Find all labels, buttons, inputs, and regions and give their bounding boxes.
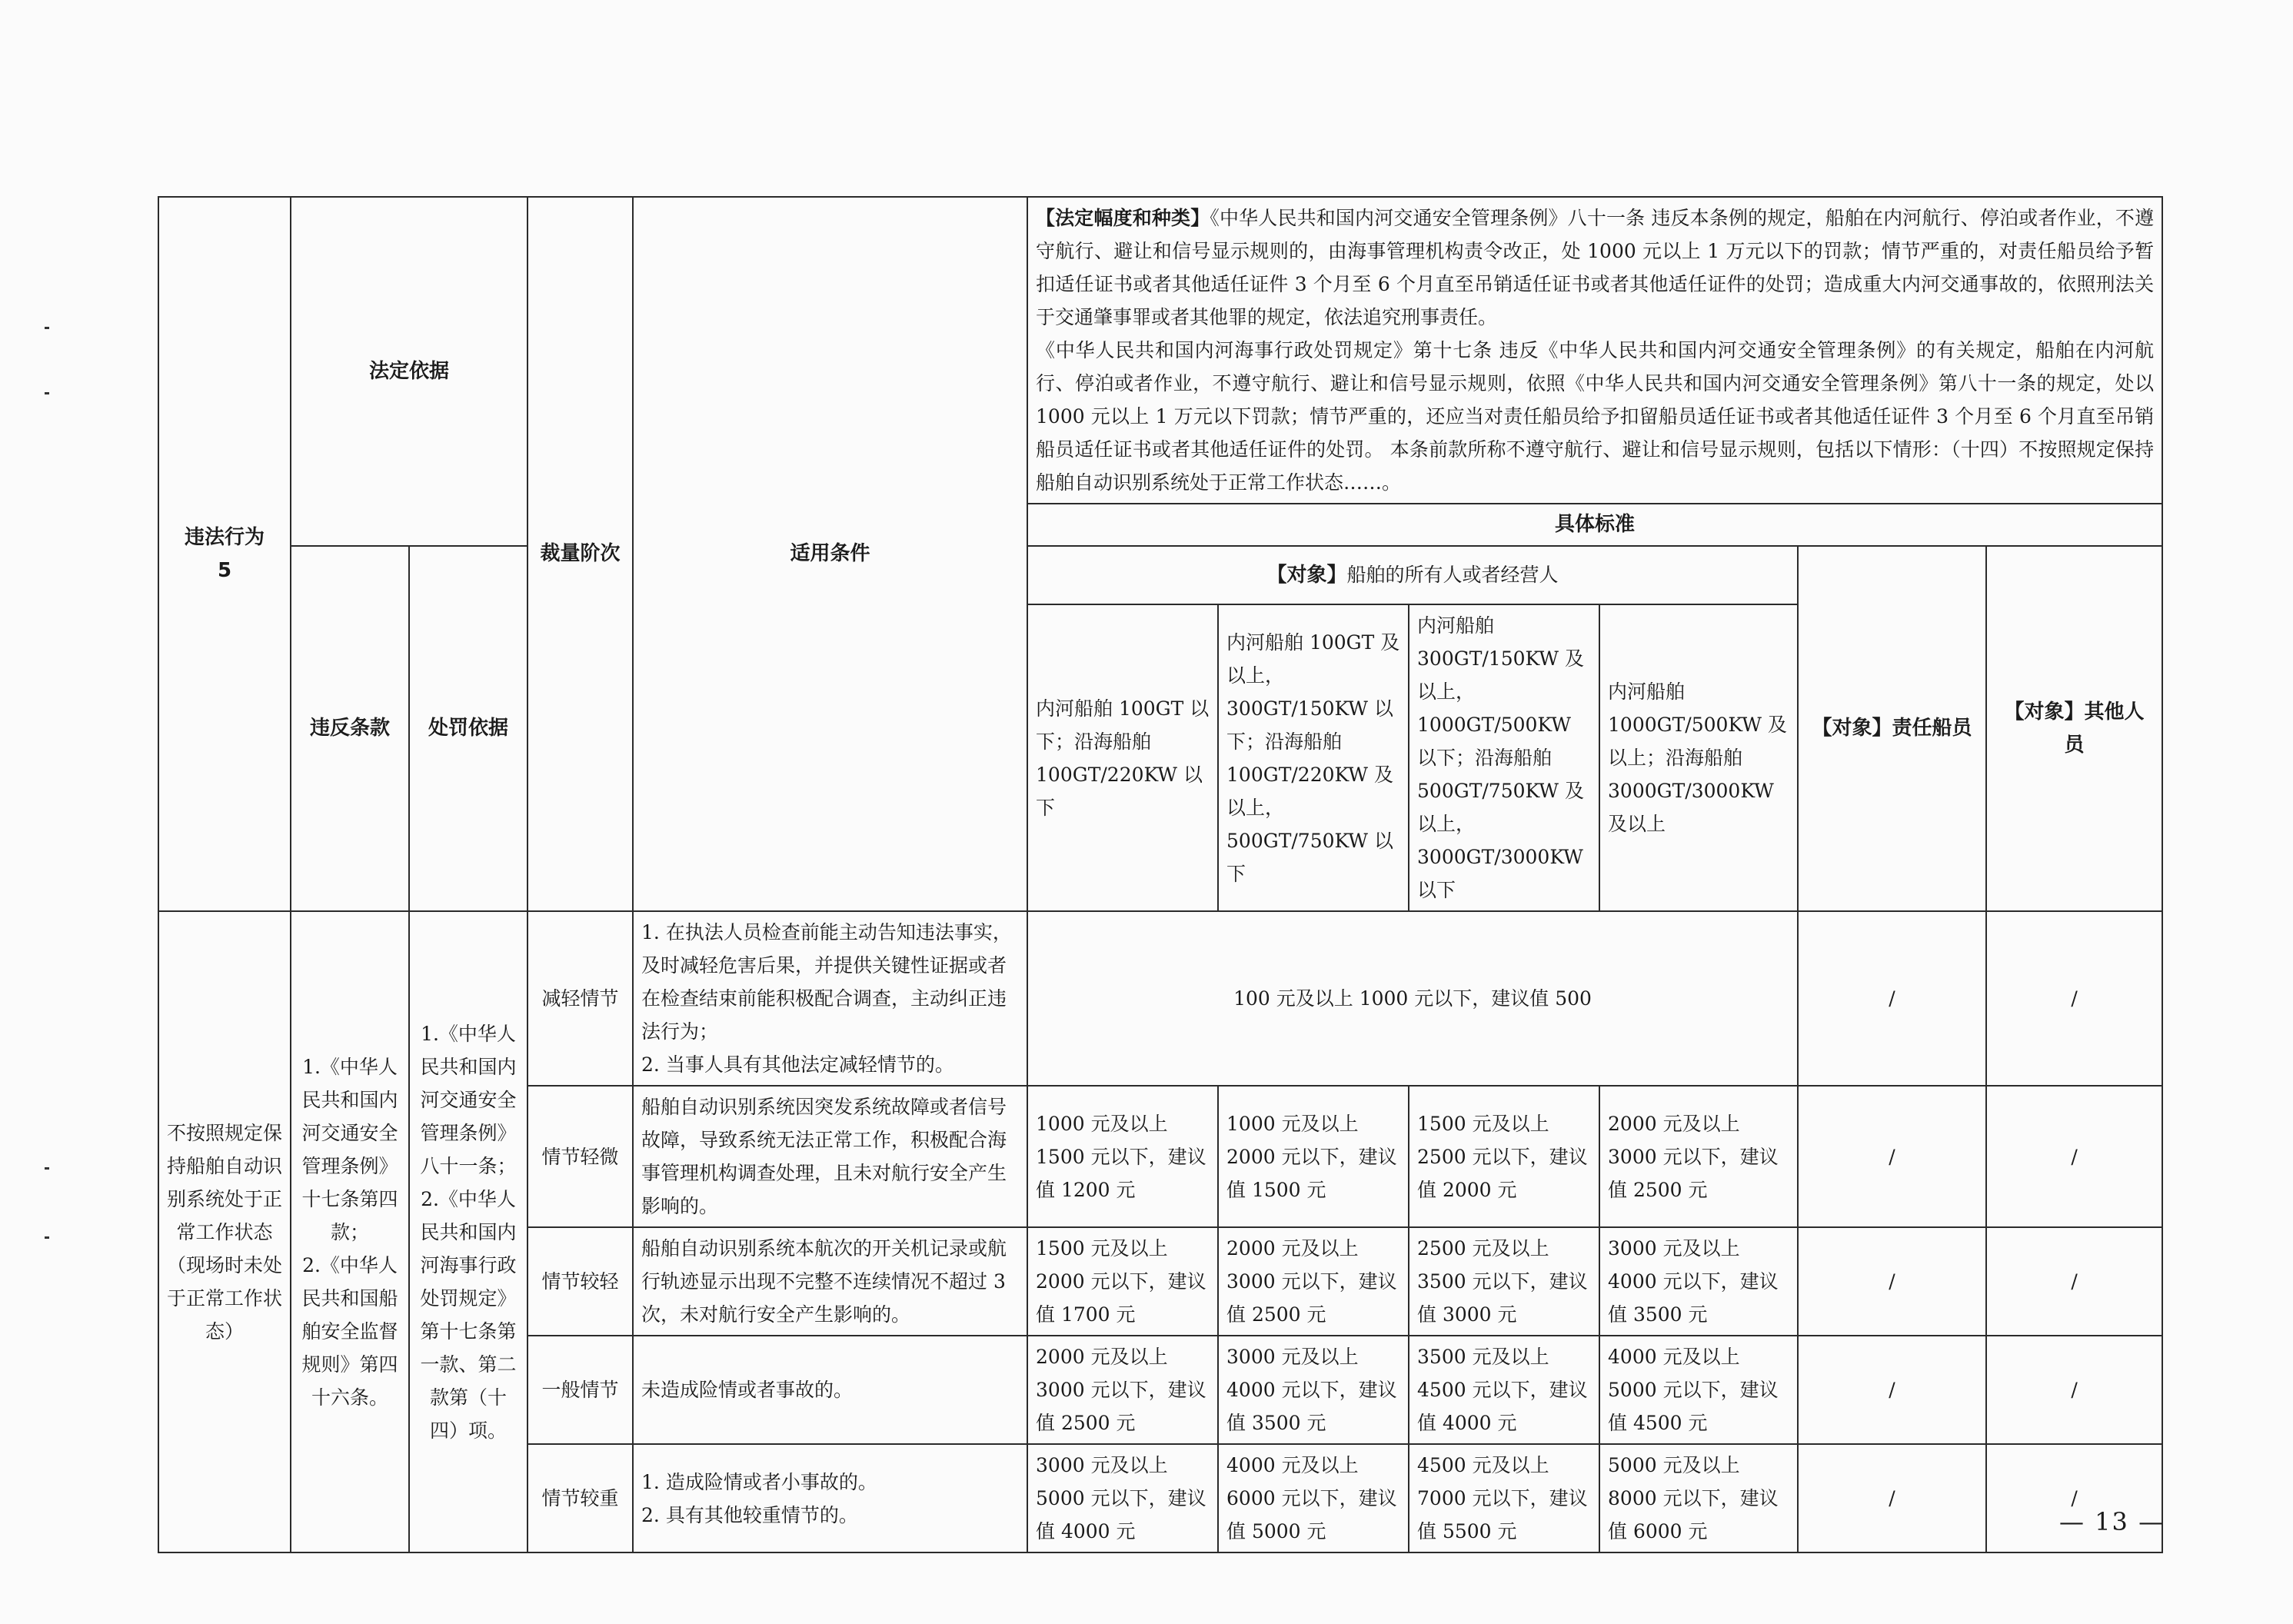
legal-paragraph-1-body: 《中华人民共和国内河交通安全管理条例》八十一条 违反本条例的规定，船舶在内河航行、停泊或者作业，不遵守航行、避让和信号显示规则的，由海事管理机构责令改正，处 1000 元以上 1 万元以下的罚款；情节严重的，对责任船员给予暂扣适任证书或者其他适任证件 3 个月至 6 个月直至吊销适任证书或者其他适任证件的处罚；造成重大内河交通事故的，依照刑法关于交通肇事罪或者其他罪的规定，依法追究刑事责任。 xyxy=(1036,207,2155,328)
row-others: / xyxy=(1986,1444,2162,1552)
row-tier-3: 3500 元及以上 4500 元以下，建议值 4000 元 xyxy=(1409,1336,1599,1444)
header-object-crew: 【对象】责任船员 xyxy=(1798,546,1986,911)
row-crew: / xyxy=(1798,911,1986,1086)
legal-paragraph-1 xyxy=(1036,201,2154,334)
row-tier-2: 2000 元及以上 3000 元以下，建议值 2500 元 xyxy=(1218,1227,1409,1336)
row-level: 减轻情节 xyxy=(527,911,633,1086)
row-condition: 船舶自动识别系统因突发系统故障或者信号故障，导致系统无法正常工作，积极配合海事管理机构调查处理，且未对航行安全产生影响的。 xyxy=(633,1086,1027,1227)
header-object-owner-rest: 船舶的所有人或者经营人 xyxy=(1346,564,1559,586)
row-merged-standard: 100 元及以上 1000 元以下，建议值 500 xyxy=(1027,911,1798,1086)
row-level: 情节较重 xyxy=(527,1444,633,1552)
row-crew: / xyxy=(1798,1227,1986,1336)
violation-description: 不按照规定保持船舶自动识别系统处于正常工作状态（现场时未处于正常工作状态） xyxy=(158,911,291,1552)
header-penalty-basis: 处罚依据 xyxy=(409,546,527,911)
row-level: 情节较轻 xyxy=(527,1227,633,1336)
legal-tag: 【法定幅度和种类】 xyxy=(1036,207,1210,229)
row-condition: 船舶自动识别系统本航次的开关机记录或航行轨迹显示出现不完整不连续情况不超过 3 次，未对航行安全产生影响的。 xyxy=(633,1227,1027,1336)
row-tier-4: 2000 元及以上 3000 元以下，建议值 2500 元 xyxy=(1599,1086,1798,1227)
legal-paragraph-2: 《中华人民共和国内河海事行政处罚规定》第十七条 违反《中华人民共和国内河交通安全管理条例》的有关规定，船舶在内河航行、停泊或者作业，不遵守航行、避让和信号显示规则，依照《中华人民共和国内河交通安全管理条例》第八十一条的规定，处以 1000 元以上 1 万元以下罚款；情节严重的，还应当对责任船员给予扣留船员适任证书或者其他适任证件 3 个月至 6 个月直至吊销船员适任证书或者其他适任证件的处罚。 本条前款所称不遵守航行、避让和信号显示规则，包括以下情形：（十四）不按照规定保持船舶自动识别系统处于正常工作状态……。 xyxy=(1036,339,2155,494)
row-condition: 1. 造成险情或者小事故的。 2. 具有其他较重情节的。 xyxy=(633,1444,1027,1552)
row-tier-2: 3000 元及以上 4000 元以下，建议值 3500 元 xyxy=(1218,1336,1409,1444)
row-tier-1: 1500 元及以上 2000 元以下，建议值 1700 元 xyxy=(1027,1227,1218,1336)
header-conditions: 适用条件 xyxy=(633,197,1027,911)
header-specific-standard: 具体标准 xyxy=(1027,504,2162,546)
header-legal-basis: 法定依据 xyxy=(291,197,527,546)
header-violation: 违法行为 5 xyxy=(158,197,291,911)
header-tier-2: 内河船舶 100GT 及以上，300GT/150KW 以下；沿海船舶 100GT/220KW 及以上，500GT/750KW 以下 xyxy=(1218,604,1409,911)
header-violated-clause: 违反条款 xyxy=(291,546,409,911)
header-object-others: 【对象】其他人员 xyxy=(1986,546,2162,911)
row-others: / xyxy=(1986,1227,2162,1336)
header-object-owner xyxy=(1027,546,1798,604)
header-tier-4: 内河船舶 1000GT/500KW 及以上；沿海船舶 3000GT/3000KW 及以上 xyxy=(1599,604,1798,911)
legal-text-cell xyxy=(1027,197,2162,504)
header-discretion-level: 裁量阶次 xyxy=(527,197,633,911)
row-others: / xyxy=(1986,911,2162,1086)
row-tier-4: 4000 元及以上 5000 元以下，建议值 4500 元 xyxy=(1599,1336,1798,1444)
row-tier-2: 1000 元及以上 2000 元以下，建议值 1500 元 xyxy=(1218,1086,1409,1227)
row-crew: / xyxy=(1798,1336,1986,1444)
row-tier-1: 1000 元及以上 1500 元以下，建议值 1200 元 xyxy=(1027,1086,1218,1227)
penalty-standard-table xyxy=(158,196,2163,1553)
row-tier-1: 3000 元及以上 5000 元以下，建议值 4000 元 xyxy=(1027,1444,1218,1552)
row-crew: / xyxy=(1798,1444,1986,1552)
row-tier-3: 4500 元及以上 7000 元以下，建议值 5500 元 xyxy=(1409,1444,1599,1552)
violated-clause-text: 1.《中华人民共和国内河交通安全管理条例》十七条第四款； 2.《中华人民共和国船舶安全监督规则》第四十六条。 xyxy=(291,911,409,1552)
header-tier-1: 内河船舶 100GT 以下；沿海船舶 100GT/220KW 以下 xyxy=(1027,604,1218,911)
row-level: 情节轻微 xyxy=(527,1086,633,1227)
row-tier-2: 4000 元及以上 6000 元以下，建议值 5000 元 xyxy=(1218,1444,1409,1552)
row-condition: 1. 在执法人员检查前能主动告知违法事实，及时减轻危害后果，并提供关键性证据或者在检查结束前能积极配合调查，主动纠正违法行为； 2. 当事人具有其他法定减轻情节的。 xyxy=(633,911,1027,1086)
row-tier-4: 3000 元及以上 4000 元以下，建议值 3500 元 xyxy=(1599,1227,1798,1336)
row-others: / xyxy=(1986,1336,2162,1444)
row-crew: / xyxy=(1798,1086,1986,1227)
header-object-owner-prefix: 【对象】 xyxy=(1266,564,1347,587)
row-tier-3: 2500 元及以上 3500 元以下，建议值 3000 元 xyxy=(1409,1227,1599,1336)
penalty-basis-text: 1.《中华人民共和国内河交通安全管理条例》八十一条； 2.《中华人民共和国内河海事行政处罚规定》第十七条第一款、第二款第（十四）项。 xyxy=(409,911,527,1552)
row-tier-3: 1500 元及以上 2500 元以下，建议值 2000 元 xyxy=(1409,1086,1599,1227)
row-tier-1: 2000 元及以上 3000 元以下，建议值 2500 元 xyxy=(1027,1336,1218,1444)
row-condition: 未造成险情或者事故的。 xyxy=(633,1336,1027,1444)
row-level: 一般情节 xyxy=(527,1336,633,1444)
row-others: / xyxy=(1986,1086,2162,1227)
header-tier-3: 内河船舶 300GT/150KW 及以上，1000GT/500KW 以下；沿海船舶 500GT/750KW 及以上，3000GT/3000KW 以下 xyxy=(1409,604,1599,911)
row-tier-4: 5000 元及以上 8000 元以下，建议值 6000 元 xyxy=(1599,1444,1798,1552)
page-number: — 13 — xyxy=(2059,1507,2165,1536)
